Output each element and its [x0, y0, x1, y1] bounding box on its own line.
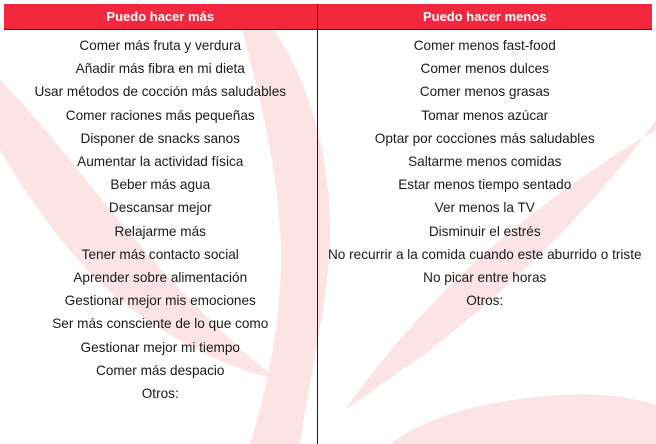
table-body-row — [4, 30, 652, 444]
column-header-more: Puedo hacer más — [4, 4, 317, 30]
list-item: Otros: — [141, 386, 179, 402]
list-item: Comer más despacio — [96, 362, 225, 378]
list-item: Tomar menos azúcar — [421, 107, 549, 123]
list-item: Disponer de snacks sanos — [80, 130, 240, 146]
options-table — [4, 4, 652, 444]
column-more — [4, 30, 317, 444]
list-item: Añadir más fibra en mi dieta — [75, 61, 245, 77]
list-item: Comer raciones más pequeñas — [65, 107, 255, 123]
list-item: Descansar mejor — [108, 200, 212, 216]
list-item: Ver menos la TV — [434, 200, 535, 216]
list-item: Estar menos tiempo sentado — [398, 177, 572, 193]
table-header-row — [4, 4, 652, 30]
list-item: Optar por cocciones más saludables — [374, 130, 595, 146]
column-less — [317, 30, 652, 444]
list-item: Relajarme más — [114, 223, 206, 239]
list-item: Gestionar mejor mis emociones — [64, 293, 256, 309]
list-item: Ser más consciente de lo que como — [52, 316, 269, 332]
list-item: No recurrir a la comida cuando este aburrido o triste — [327, 246, 642, 262]
list-item: Gestionar mejor mi tiempo — [80, 339, 240, 355]
list-item: Saltarme menos comidas — [408, 154, 562, 170]
list-item: Otros: — [466, 293, 504, 309]
list-item: Tener más contacto social — [81, 246, 239, 262]
list-item: Comer menos dulces — [420, 61, 549, 77]
list-item: Aumentar la actividad física — [77, 154, 244, 170]
column-header-less: Puedo hacer menos — [317, 4, 652, 30]
list-item: Disminuir el estrés — [428, 223, 541, 239]
list-item: Comer más fruta y verdura — [79, 38, 242, 53]
list-item: Usar métodos de cocción más saludables — [34, 84, 287, 100]
list-item: Comer menos grasas — [419, 84, 550, 100]
list-item: Beber más agua — [110, 177, 211, 193]
list-item: No picar entre horas — [423, 270, 547, 286]
list-item: Aprender sobre alimentación — [73, 270, 248, 286]
list-item: Comer menos fast-food — [413, 38, 556, 53]
